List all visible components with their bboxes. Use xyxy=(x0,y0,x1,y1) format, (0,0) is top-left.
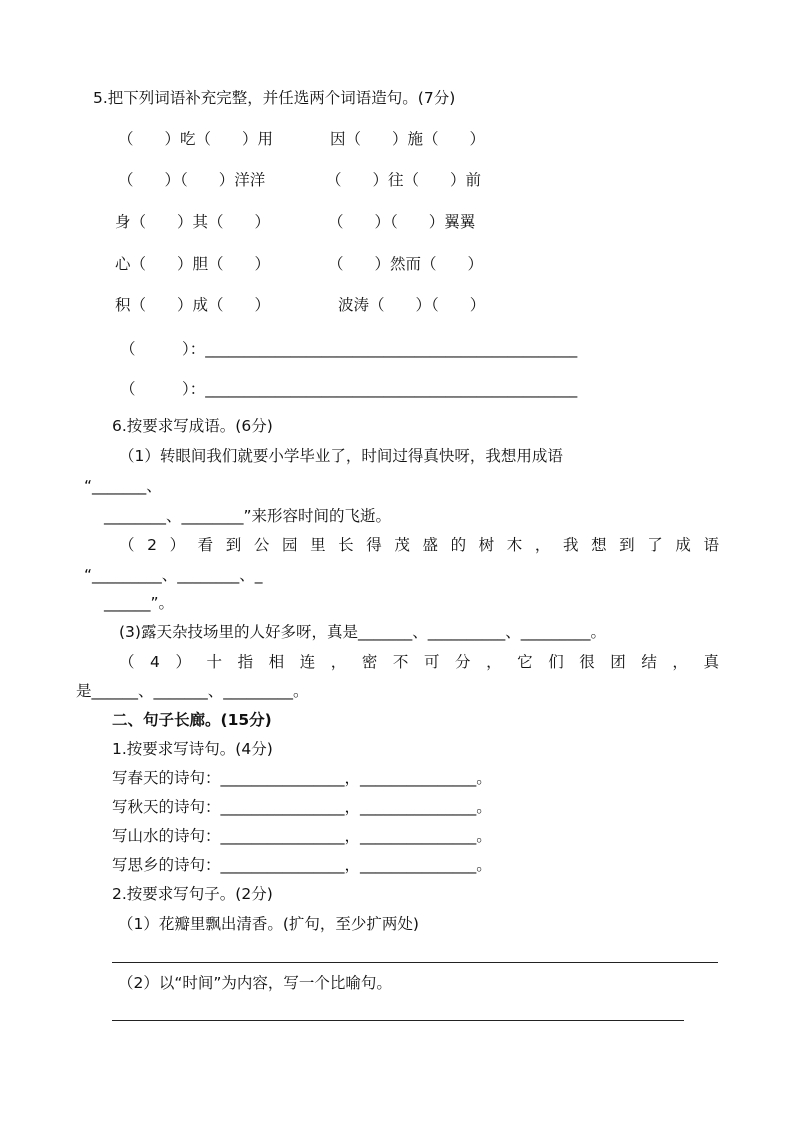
q5-blank-item[interactable]: 身（ ）其（ ） xyxy=(115,213,271,231)
q5-blank-item[interactable]: 心（ ）胆（ ） xyxy=(115,255,271,273)
q6-item1-text: （1）转眼间我们就要小学毕业了，时间过得真快呀，我想用成语 xyxy=(119,447,563,465)
q5-sentence-1[interactable]: （ ）：________________________________________________ xyxy=(120,340,578,358)
q6-item1-blanks[interactable]: ________、________”来形容时间的飞逝。 xyxy=(104,507,392,525)
section2-q1-title: 1.按要求写诗句。(4分) xyxy=(112,740,273,758)
q6-item2-blank-end[interactable]: ______”。 xyxy=(104,594,175,612)
q6-item2-text: （2）看到公园里长得茂盛的树木，我想到了成语 xyxy=(119,536,719,554)
section2-title: 二、句子长廊。(15分) xyxy=(112,711,272,729)
q5-sentence-2[interactable]: （ ）：________________________________________________ xyxy=(120,380,578,398)
q5-blank-item[interactable]: 积（ ）成（ ） xyxy=(115,296,271,314)
q5-blank-item[interactable]: （ ）然而（ ） xyxy=(328,255,484,273)
q6-item4-blanks[interactable]: 是______、_______、_________。 xyxy=(76,682,309,700)
poem-line[interactable]: 写山水的诗句：________________，_______________。 xyxy=(112,827,492,845)
q6-title: 6.按要求写成语。(6分) xyxy=(112,417,273,435)
section2-q2-item1: （1）花瓣里飘出清香。(扩句，至少扩两处) xyxy=(118,915,419,933)
q6-item1-blank[interactable]: “_______、 xyxy=(84,477,162,495)
poem-line[interactable]: 写思乡的诗句：________________，_______________。 xyxy=(112,856,492,874)
poem-line[interactable]: 写春天的诗句：________________，_______________。 xyxy=(112,769,492,787)
q5-blank-item[interactable]: 波涛（ ）（ ） xyxy=(338,296,486,314)
poem-line[interactable]: 写秋天的诗句：________________，_______________。 xyxy=(112,798,492,816)
q5-blank-item[interactable]: （ ）吃（ ）用 xyxy=(118,130,274,148)
answer-line[interactable] xyxy=(112,1020,684,1021)
section2-q2-title: 2.按要求写句子。(2分) xyxy=(112,885,273,903)
q5-blank-item[interactable]: （ ）（ ）洋洋 xyxy=(118,171,266,189)
q6-item4-text: （4）十指相连，密不可分，它们很团结，真 xyxy=(119,653,719,671)
q6-item3[interactable]: (3)露天杂技场里的人好多呀，真是_______、__________、_________。 xyxy=(119,623,606,641)
answer-line[interactable] xyxy=(112,962,718,963)
q6-item2-blank[interactable]: “_________、________、_ xyxy=(84,566,263,584)
section2-q2-item2: （2）以“时间”为内容，写一个比喻句。 xyxy=(118,974,392,992)
q5-blank-item[interactable]: （ ）（ ）翼翼 xyxy=(328,213,476,231)
q5-title: 5.把下列词语补充完整，并任选两个词语造句。(7分) xyxy=(93,89,456,107)
q5-blank-item[interactable]: （ ）往（ ）前 xyxy=(326,171,482,189)
q5-blank-item[interactable]: 因（ ）施（ ） xyxy=(330,130,486,148)
